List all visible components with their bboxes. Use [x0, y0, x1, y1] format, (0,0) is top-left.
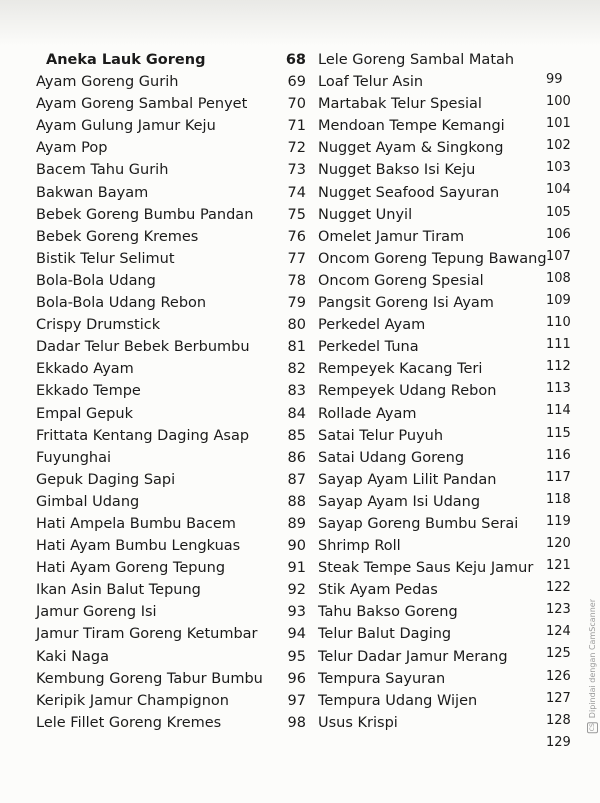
page-number: 118: [546, 491, 571, 507]
recipe-title: Bebek Goreng Bumbu Pandan: [36, 206, 254, 223]
page-number: 100: [546, 94, 571, 110]
recipe-title: Sayap Goreng Bumbu Serai: [318, 515, 519, 532]
toc-entry: [36, 317, 306, 339]
recipe-title: Nugget Bakso Isi Keju: [318, 162, 476, 179]
recipe-title: Ayam Goreng Gurih: [36, 74, 179, 91]
page-number: 91: [287, 560, 306, 577]
recipe-title: Usus Krispi: [318, 714, 398, 731]
toc-entry: [36, 428, 306, 450]
toc-entry: [318, 712, 580, 750]
recipe-title: Telur Balut Daging: [318, 626, 452, 643]
page-number: 85: [287, 427, 306, 444]
page-number: 79: [287, 295, 306, 312]
toc-entry: [36, 383, 306, 405]
recipe-title: Hati Ayam Bumbu Lengkuas: [36, 538, 241, 555]
page-number: 92: [287, 582, 306, 599]
page-number: 73: [287, 162, 306, 179]
page-number: 122: [546, 580, 571, 596]
recipe-title: Bacem Tahu Gurih: [36, 162, 169, 179]
recipe-title: Rempeyek Kacang Teri: [318, 361, 483, 378]
page-number: 127: [546, 690, 571, 706]
scanner-watermark: [587, 599, 598, 733]
recipe-title: Hati Ampela Bumbu Bacem: [36, 515, 236, 532]
camscanner-logo-icon: CS: [589, 723, 596, 732]
page-number: 117: [546, 469, 571, 485]
recipe-title: Sayap Ayam Isi Udang: [318, 493, 481, 510]
recipe-title: Bola-Bola Udang: [36, 272, 156, 289]
page-number: 128: [546, 712, 571, 728]
page-number: 89: [287, 515, 306, 532]
recipe-title: Bakwan Bayam: [36, 184, 149, 201]
recipe-title: Rollade Ayam: [318, 405, 417, 422]
recipe-title: Jamur Tiram Goreng Ketumbar: [36, 626, 258, 643]
page-number: 76: [287, 228, 306, 245]
page-number: 120: [546, 535, 571, 551]
page-number: 109: [546, 292, 571, 308]
toc-entry: [36, 406, 306, 428]
toc-entry: [36, 494, 306, 516]
toc-entry: [36, 118, 306, 140]
recipe-title: Gepuk Daging Sapi: [36, 471, 176, 488]
page-number: 116: [546, 447, 571, 463]
page-number: 110: [546, 315, 571, 331]
recipe-title: Pangsit Goreng Isi Ayam: [318, 295, 494, 312]
page-number: 74: [287, 184, 306, 201]
page-number: 119: [546, 513, 571, 529]
recipe-title: Nugget Unyil: [318, 206, 413, 223]
recipe-title: Tahu Bakso Goreng: [318, 604, 458, 621]
toc-entry: [36, 74, 306, 96]
toc-entry: [36, 52, 306, 74]
recipe-title: Stik Ayam Pedas: [318, 582, 438, 599]
toc-entry: [36, 140, 306, 162]
recipe-title: Nugget Ayam & Singkong: [318, 140, 504, 157]
recipe-title: Loaf Telur Asin: [318, 74, 424, 91]
recipe-title: Omelet Jamur Tiram: [318, 228, 465, 245]
recipe-title: Jamur Goreng Isi: [36, 604, 157, 621]
recipe-title: Tempura Udang Wijen: [318, 692, 478, 709]
page-number: 97: [287, 692, 306, 709]
recipe-title: Lele Goreng Sambal Matah: [318, 52, 515, 68]
recipe-title: Empal Gepuk: [36, 405, 133, 422]
toc-entry: [36, 251, 306, 273]
recipe-title: Kaki Naga: [36, 648, 109, 665]
page-number: 77: [287, 250, 306, 267]
recipe-title: Sayap Ayam Lilit Pandan: [318, 471, 497, 488]
page-number: 106: [546, 226, 571, 242]
page-number: 104: [546, 182, 571, 198]
page-number: 83: [287, 383, 306, 400]
toc-entry: [36, 207, 306, 229]
recipe-title: Dadar Telur Bebek Berbumbu: [36, 339, 250, 356]
toc-entry: [36, 361, 306, 383]
page-number: 80: [287, 317, 306, 334]
recipe-title: Satai Udang Goreng: [318, 449, 465, 466]
page-number: 82: [287, 361, 306, 378]
page-number: 78: [287, 272, 306, 289]
toc-entry: [36, 162, 306, 184]
toc-entry: [36, 604, 306, 626]
page-number: 112: [546, 359, 571, 375]
page-number: 126: [546, 668, 571, 684]
recipe-title: Bola-Bola Udang Rebon: [36, 295, 207, 312]
page-number: 86: [287, 449, 306, 466]
page-number: 101: [546, 116, 571, 132]
recipe-title: Perkedel Tuna: [318, 339, 419, 356]
toc-entry: [36, 671, 306, 693]
recipe-title: Perkedel Ayam: [318, 317, 426, 334]
recipe-title: Hati Ayam Goreng Tepung: [36, 560, 226, 577]
page-number: 123: [546, 602, 571, 618]
page-number: 81: [287, 339, 306, 356]
recipe-title: Oncom Goreng Tepung Bawang: [318, 250, 547, 267]
page-number: 71: [287, 118, 306, 135]
page-number: 103: [546, 160, 571, 176]
page-number: 75: [287, 206, 306, 223]
recipe-title: Shrimp Roll: [318, 538, 401, 555]
page-number: 70: [287, 96, 306, 113]
page-number: 95: [287, 648, 306, 665]
recipe-title: Crispy Drumstick: [36, 317, 161, 334]
toc-entry: [36, 582, 306, 604]
toc-entry: [36, 295, 306, 317]
toc-entry: [36, 715, 306, 737]
toc-entry: [36, 626, 306, 648]
page-number: 84: [287, 405, 306, 422]
toc-entry: [36, 273, 306, 295]
page-number: 111: [546, 337, 571, 353]
page-number: 113: [546, 381, 571, 397]
recipe-title: Frittata Kentang Daging Asap: [36, 427, 250, 444]
toc-right-column: [318, 52, 580, 750]
page-number: 114: [546, 403, 571, 419]
recipe-title: Tempura Sayuran: [318, 670, 446, 687]
toc-entry: [36, 516, 306, 538]
page-number: 108: [546, 270, 571, 286]
toc-entry: [36, 229, 306, 251]
toc-entry: [36, 96, 306, 118]
recipe-title: Satai Telur Puyuh: [318, 427, 444, 444]
recipe-title: Martabak Telur Spesial: [318, 96, 482, 113]
scanner-watermark-text: Dipindai dengan CamScanner: [588, 598, 597, 718]
recipe-title: Ekkado Ayam: [36, 361, 134, 378]
toc-left-column: [36, 52, 306, 737]
recipe-title: Bistik Telur Selimut: [36, 250, 175, 267]
recipe-title: Ayam Goreng Sambal Penyet: [36, 96, 248, 113]
page-number: 99: [546, 72, 563, 87]
recipe-title: Kembung Goreng Tabur Bumbu: [36, 670, 263, 687]
page-number: 125: [546, 646, 571, 662]
recipe-title: Rempeyek Udang Rebon: [318, 383, 497, 400]
toc-entry: [36, 693, 306, 715]
page-number: 93: [287, 604, 306, 621]
page-number: 107: [546, 248, 571, 264]
page-number: 115: [546, 425, 571, 441]
page-number: 68: [285, 52, 306, 68]
recipe-title: Oncom Goreng Spesial: [318, 272, 484, 289]
page-number: 94: [287, 626, 306, 643]
recipe-title: Aneka Lauk Goreng: [46, 52, 206, 68]
recipe-title: Keripik Jamur Champignon: [36, 692, 229, 709]
recipe-title: Ayam Gulung Jamur Keju: [36, 118, 216, 135]
recipe-title: Telur Dadar Jamur Merang: [318, 648, 508, 665]
page-top-shadow: [0, 0, 600, 46]
toc-entry: [36, 538, 306, 560]
page-number: 129: [546, 734, 571, 750]
page-number: 88: [287, 493, 306, 510]
recipe-title: Ikan Asin Balut Tepung: [36, 582, 201, 599]
recipe-title: Fuyunghai: [36, 449, 112, 466]
recipe-title: Gimbal Udang: [36, 493, 140, 510]
recipe-title: Ekkado Tempe: [36, 383, 141, 400]
recipe-title: Mendoan Tempe Kemangi: [318, 118, 505, 135]
page-number: 96: [287, 670, 306, 687]
page-number: 72: [287, 140, 306, 157]
toc-entry: [36, 339, 306, 361]
toc-entry: [36, 185, 306, 207]
toc-entry: [36, 649, 306, 671]
toc-entry: [36, 560, 306, 582]
page-number: 90: [287, 538, 306, 555]
page-number: 124: [546, 624, 571, 640]
recipe-title: Steak Tempe Saus Keju Jamur: [318, 560, 534, 577]
recipe-title: Nugget Seafood Sayuran: [318, 184, 500, 201]
page-number: 98: [287, 714, 306, 731]
page-number: 121: [546, 558, 571, 574]
page-number: 69: [287, 74, 306, 91]
recipe-title: Bebek Goreng Kremes: [36, 228, 199, 245]
recipe-title: Lele Fillet Goreng Kremes: [36, 714, 222, 731]
toc-entry: [36, 472, 306, 494]
toc-entry: [36, 450, 306, 472]
page-number: 102: [546, 138, 571, 154]
recipe-title: Ayam Pop: [36, 140, 108, 157]
page-number: 87: [287, 471, 306, 488]
page-number: 105: [546, 204, 571, 220]
